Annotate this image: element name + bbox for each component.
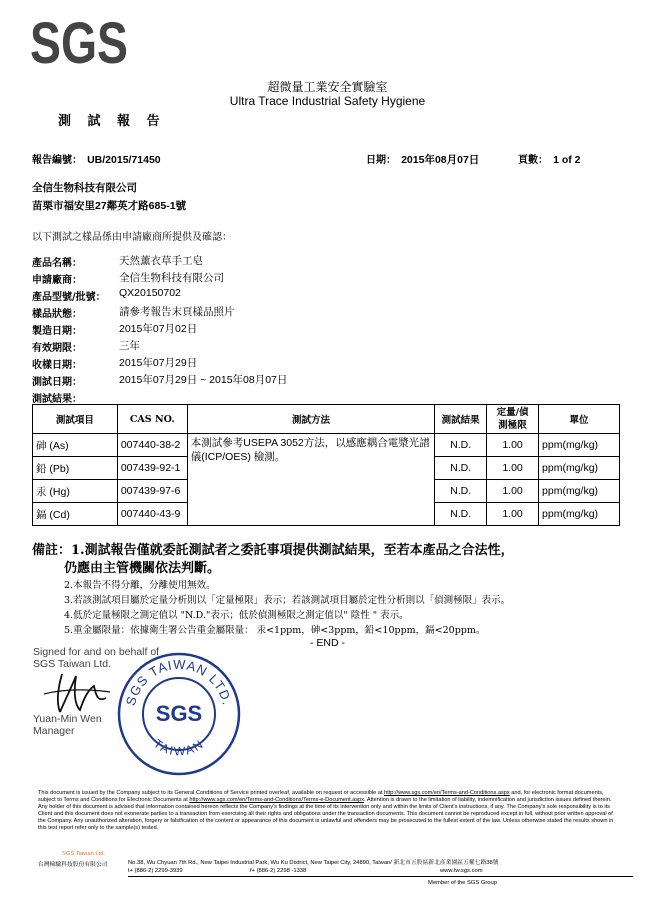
lab-name-zh: 超微量工業安全實驗室	[267, 80, 388, 94]
col-header-cas: CAS NO.	[117, 405, 187, 434]
report-number-value: UB/2015/71450	[87, 154, 161, 166]
field-label-expiry: 有效期限：	[32, 343, 82, 354]
client-name: 全信生物科技有限公司	[32, 182, 137, 194]
client-address: 苗栗市福安里27鄰英才路685-1號	[32, 200, 187, 212]
report-number	[32, 148, 161, 167]
note-5: 5.重金屬限量：依據衛生署公告重金屬限量： 汞<1ppm，砷<3ppm，鉛<10ppm，鎘<20ppm。	[64, 625, 486, 636]
cell-item: 鎘 (Cd)	[33, 503, 118, 526]
signed-for-line: Signed for and on behalf of	[33, 646, 160, 658]
cell-cas: 007440-38-2	[117, 434, 187, 457]
disclaimer-part-1: This document is issued by the Company subject to its General Conditions of Service printed overleaf, available on request or accessible at	[38, 790, 383, 796]
field-label-test-date: 測試日期：	[32, 377, 82, 388]
cell-limit: 1.00	[487, 503, 539, 526]
svg-text:SGS TAIWAN LTD.: SGS TAIWAN LTD.	[122, 656, 236, 708]
cell-limit: 1.00	[487, 434, 539, 457]
cell-unit: ppm(mg/kg)	[539, 480, 620, 503]
footer-website: www.tw.sgs.com	[440, 868, 483, 874]
cell-limit: 1.00	[487, 457, 539, 480]
sgs-logo	[30, 11, 128, 76]
field-value-expiry: 三年	[119, 340, 140, 352]
report-pages-value: 1 of 2	[553, 154, 581, 166]
field-label-product-name: 產品名稱：	[32, 258, 82, 269]
cell-result: N.D.	[435, 480, 487, 503]
disclaimer-part-2: and, for electronic format documents, subject to Terms and Conditions for Electronic Documents at	[38, 790, 604, 803]
table-row	[33, 434, 620, 457]
footer-fax: f+ (886-2) 2298 -1338	[250, 868, 307, 874]
signatory-title: Manager	[33, 725, 75, 737]
cell-unit: ppm(mg/kg)	[539, 457, 620, 480]
cell-result: N.D.	[435, 434, 487, 457]
field-value-received-date: 2015年07月29日	[119, 357, 198, 369]
cell-unit: ppm(mg/kg)	[539, 434, 620, 457]
cell-item: 砷 (As)	[33, 434, 118, 457]
cell-cas: 007439-97-6	[117, 480, 187, 503]
footer-member: Member of the SGS Group	[428, 880, 497, 886]
cell-cas: 007439-92-1	[117, 457, 187, 480]
legal-disclaimer	[38, 790, 618, 832]
field-value-applicant: 全信生物科技有限公司	[119, 272, 224, 284]
cell-limit: 1.00	[487, 480, 539, 503]
results-table	[32, 404, 620, 526]
field-label-sample-status: 樣品狀態：	[32, 309, 82, 320]
signatory-name: Yuan-Min Wen	[33, 713, 102, 725]
note-1a: 備註：1.測試報告僅就委託測試者之委託事項提供測試結果，至若本產品之合法性，	[32, 543, 514, 558]
field-label-test-result: 測試結果：	[32, 394, 82, 405]
company-seal-stamp	[108, 648, 250, 776]
footer-company-en: SGS Taiwan Ltd.	[62, 851, 106, 857]
cell-unit: ppm(mg/kg)	[539, 503, 620, 526]
note-1b: 仍應由主管機關依法判斷。	[64, 561, 221, 576]
report-date	[366, 148, 479, 167]
cell-item: 鉛 (Pb)	[33, 457, 118, 480]
e-document-terms-link[interactable]: http://www.sgs.com/en/Terms-and-Conditions/Terms-e-Document.aspx	[189, 797, 365, 803]
intro-text: 以下測試之樣品係由申請廠商所提供及確認：	[32, 232, 232, 243]
svg-text:SGS: SGS	[30, 11, 128, 76]
field-label-model: 產品型號/批號：	[32, 292, 106, 303]
footer-tel: t+ (886-2) 2299-3939	[128, 868, 183, 874]
report-pages	[518, 148, 581, 167]
note-2: 2.本報告不得分離，分離使用無效。	[64, 580, 216, 591]
note-4: 4.低於定量極限之測定值以 "N.D."表示；低於偵測極限之測定值以" 陰性 " 表示。	[64, 610, 409, 621]
report-title: 測 試 報 告	[58, 114, 166, 129]
lab-name-en: Ultra Trace Industrial Safety Hygiene	[229, 94, 426, 108]
field-value-model: QX20150702	[119, 287, 181, 299]
terms-link[interactable]: http://www.sgs.com/en/Terms-and-Conditions.aspx	[384, 790, 510, 796]
cell-item: 汞 (Hg)	[33, 480, 118, 503]
svg-text:SGS: SGS	[155, 701, 203, 726]
col-header-item: 測試項目	[33, 405, 118, 434]
table-header-row	[33, 405, 620, 434]
signed-company-line: SGS Taiwan Ltd.	[33, 658, 112, 670]
report-number-label: 報告編號：	[32, 155, 82, 166]
col-header-method: 測試方法	[187, 405, 434, 434]
report-date-value: 2015年08月07日	[401, 154, 480, 166]
cell-result: N.D.	[435, 503, 487, 526]
field-label-applicant: 申請廠商：	[32, 275, 82, 286]
report-date-label: 日期：	[366, 155, 396, 166]
report-pages-label: 頁數：	[518, 155, 548, 166]
field-value-sample-status: 請參考報告末頁樣品照片	[119, 306, 235, 318]
col-header-result: 測試結果	[435, 405, 487, 434]
svg-text:TAIWAN: TAIWAN	[150, 736, 208, 759]
col-header-limit: 定量/偵 測極限	[487, 405, 539, 434]
cell-result: N.D.	[435, 457, 487, 480]
field-value-test-date: 2015年07月29日 ~ 2015年08月07日	[119, 374, 288, 386]
end-marker: - END -	[310, 637, 345, 649]
cell-method: 本測試參考USEPA 3052方法，以感應耦合電漿光譜儀(ICP/OES) 檢測。	[187, 434, 434, 526]
disclaimer-part-3: . Attention is drawn to the limitation of liability, indemnification and jurisdiction issues defined therein. Any holder of this document is advised that information contained hereon reflects the Company's findings at the time of its intervention only and within the limits of Client's instructions, if any. The Company's sole responsibility is to its Client and this document does not exonerate parties to a transaction from exercising all their rights and obligations under the transaction documents. This document cannot be reproduced except in full, without prior written approval of the Company. Any unauthorized alteration, forgery or falsification of the content or appearance of this document is unlawful and offenders may be prosecuted to the fullest extent of the law. Unless otherwise stated the results shown in this test report refer only to the sample(s) tested.	[38, 797, 614, 831]
footer-company-zh: 台灣檢驗科技股份有限公司	[38, 862, 108, 868]
footer-address: No.38, Wu Chyuan 7th Rd., New Taipei Industrial Park, Wu Ku District, New Taipei City, 24890, Taiwan/ 新北市五股區新北產業園區五權七路38號	[128, 860, 499, 866]
field-label-received-date: 收樣日期：	[32, 360, 82, 371]
footer-divider	[128, 876, 633, 877]
field-value-manufacture-date: 2015年07月02日	[119, 323, 198, 335]
field-label-manufacture-date: 製造日期：	[32, 326, 82, 337]
col-header-unit: 單位	[539, 405, 620, 434]
cell-cas: 007440-43-9	[117, 503, 187, 526]
field-value-product-name: 天然薰衣草手工皂	[119, 255, 203, 267]
note-3: 3.若該測試項目屬於定量分析則以「定量極限」表示；若該測試項目屬於定性分析則以「偵測極限」表示。	[64, 595, 511, 606]
